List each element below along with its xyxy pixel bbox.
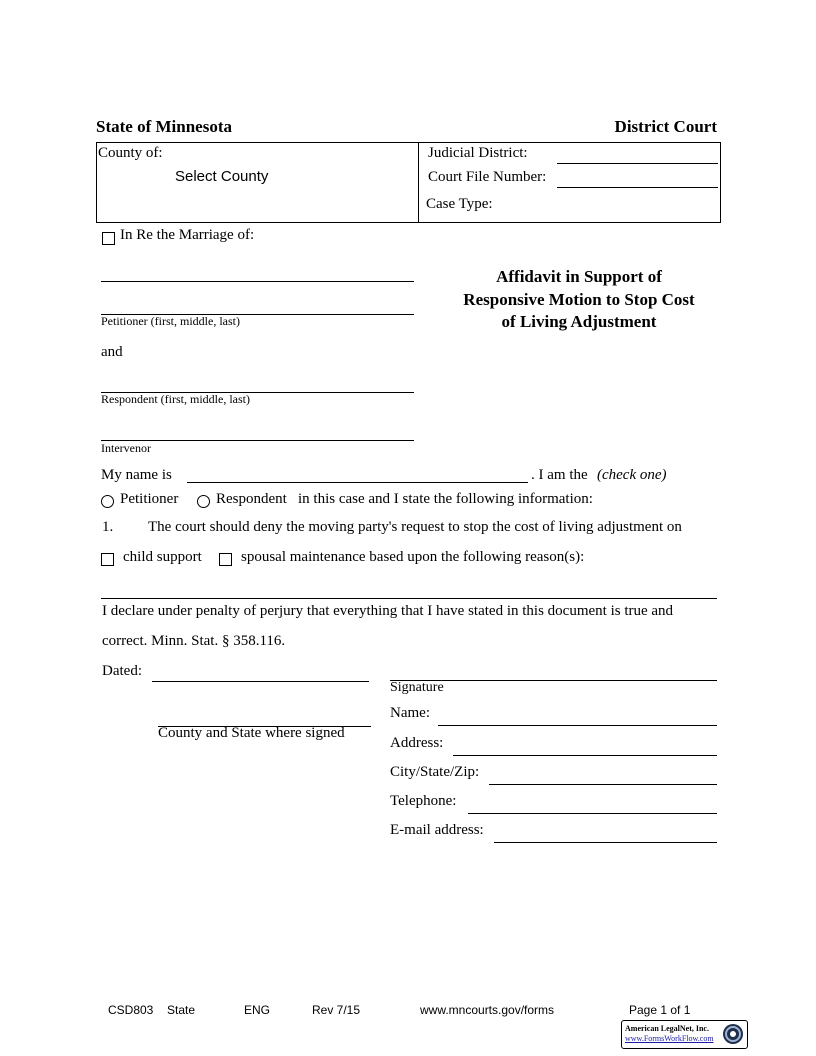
case-type-label: Case Type: [426,196,493,212]
form-id: CSD803 [108,1003,154,1017]
county-select[interactable]: Select County [175,168,269,185]
and-label: and [101,344,123,360]
dated-label: Dated: [102,663,142,679]
title-line-1: Affidavit in Support of [496,267,662,286]
spousal-maintenance-label: spousal maintenance based upon the following reason(s): [241,549,585,565]
petitioner-label: Petitioner (first, middle, last) [101,314,240,328]
name-field[interactable] [438,725,717,726]
judicial-district-field[interactable] [557,163,718,164]
city-state-zip-field[interactable] [489,784,717,785]
item-text: The court should deny the moving party's request to stop the cost of living adjustment on [148,519,682,535]
spousal-maintenance-checkbox[interactable] [219,553,232,566]
child-support-checkbox[interactable] [101,553,114,566]
petitioner-radio[interactable] [101,495,114,508]
declaration-text: I declare under penalty of perjury that everything that I have stated in this document is true and [102,603,674,619]
county-state-label: County and State where signed [158,725,345,741]
telephone-label: Telephone: [390,793,457,809]
title-line-2: Responsive Motion to Stop Cost [463,289,695,309]
document-title [436,266,722,334]
telephone-field[interactable] [468,813,717,814]
court-file-number-label: Court File Number: [428,169,547,185]
item-number: 1. [102,519,114,535]
check-one-label: (check one) [597,467,667,483]
page-number: Page 1 of 1 [629,1003,691,1017]
globe-icon [722,1023,744,1045]
email-label: E-mail address: [390,822,484,838]
respondent-label: Respondent (first, middle, last) [101,392,250,406]
footer-state: State [167,1003,196,1017]
petitioner-radio-label: Petitioner [120,491,179,507]
footer-language: ENG [244,1003,271,1017]
petitioner-name-field-1[interactable] [101,281,414,282]
address-label: Address: [390,735,444,751]
judicial-district-label: Judicial District: [428,145,528,161]
court-name: District Court [614,117,717,136]
respondent-radio[interactable] [197,495,210,508]
address-field[interactable] [453,755,717,756]
footer-revision: Rev 7/15 [312,1003,361,1017]
name-label: Name: [390,705,430,721]
child-support-label: child support [123,549,202,565]
marriage-label: In Re the Marriage of: [120,227,255,243]
i-am-the-label: . I am the [531,467,588,483]
footer-url[interactable]: www.mncourts.gov/forms [420,1003,555,1017]
marriage-checkbox[interactable] [102,232,115,245]
logo-name: American LegalNet, Inc. [625,1024,709,1033]
reasons-field[interactable] [101,598,717,599]
state-name: State of Minnesota [96,117,232,136]
caption-divider [418,143,419,222]
caption-box [96,142,721,223]
signature-label: Signature [390,680,444,695]
my-name-field[interactable] [187,482,528,483]
in-case-text: in this case and I state the following information: [298,491,593,507]
respondent-radio-label: Respondent [216,491,287,507]
title-line-3: of Living Adjustment [501,312,657,331]
court-file-number-field[interactable] [557,187,718,188]
dated-field[interactable] [152,681,369,682]
city-state-zip-label: City/State/Zip: [390,764,480,780]
logo-url[interactable]: www.FormsWorkFlow.com [625,1034,714,1043]
intervenor-label: Intervenor [101,441,151,455]
county-label: County of: [98,145,163,161]
email-field[interactable] [494,842,717,843]
my-name-label: My name is [101,467,172,483]
legalnet-logo[interactable] [621,1020,748,1049]
statute-text: correct. Minn. Stat. § 358.116. [102,633,286,649]
